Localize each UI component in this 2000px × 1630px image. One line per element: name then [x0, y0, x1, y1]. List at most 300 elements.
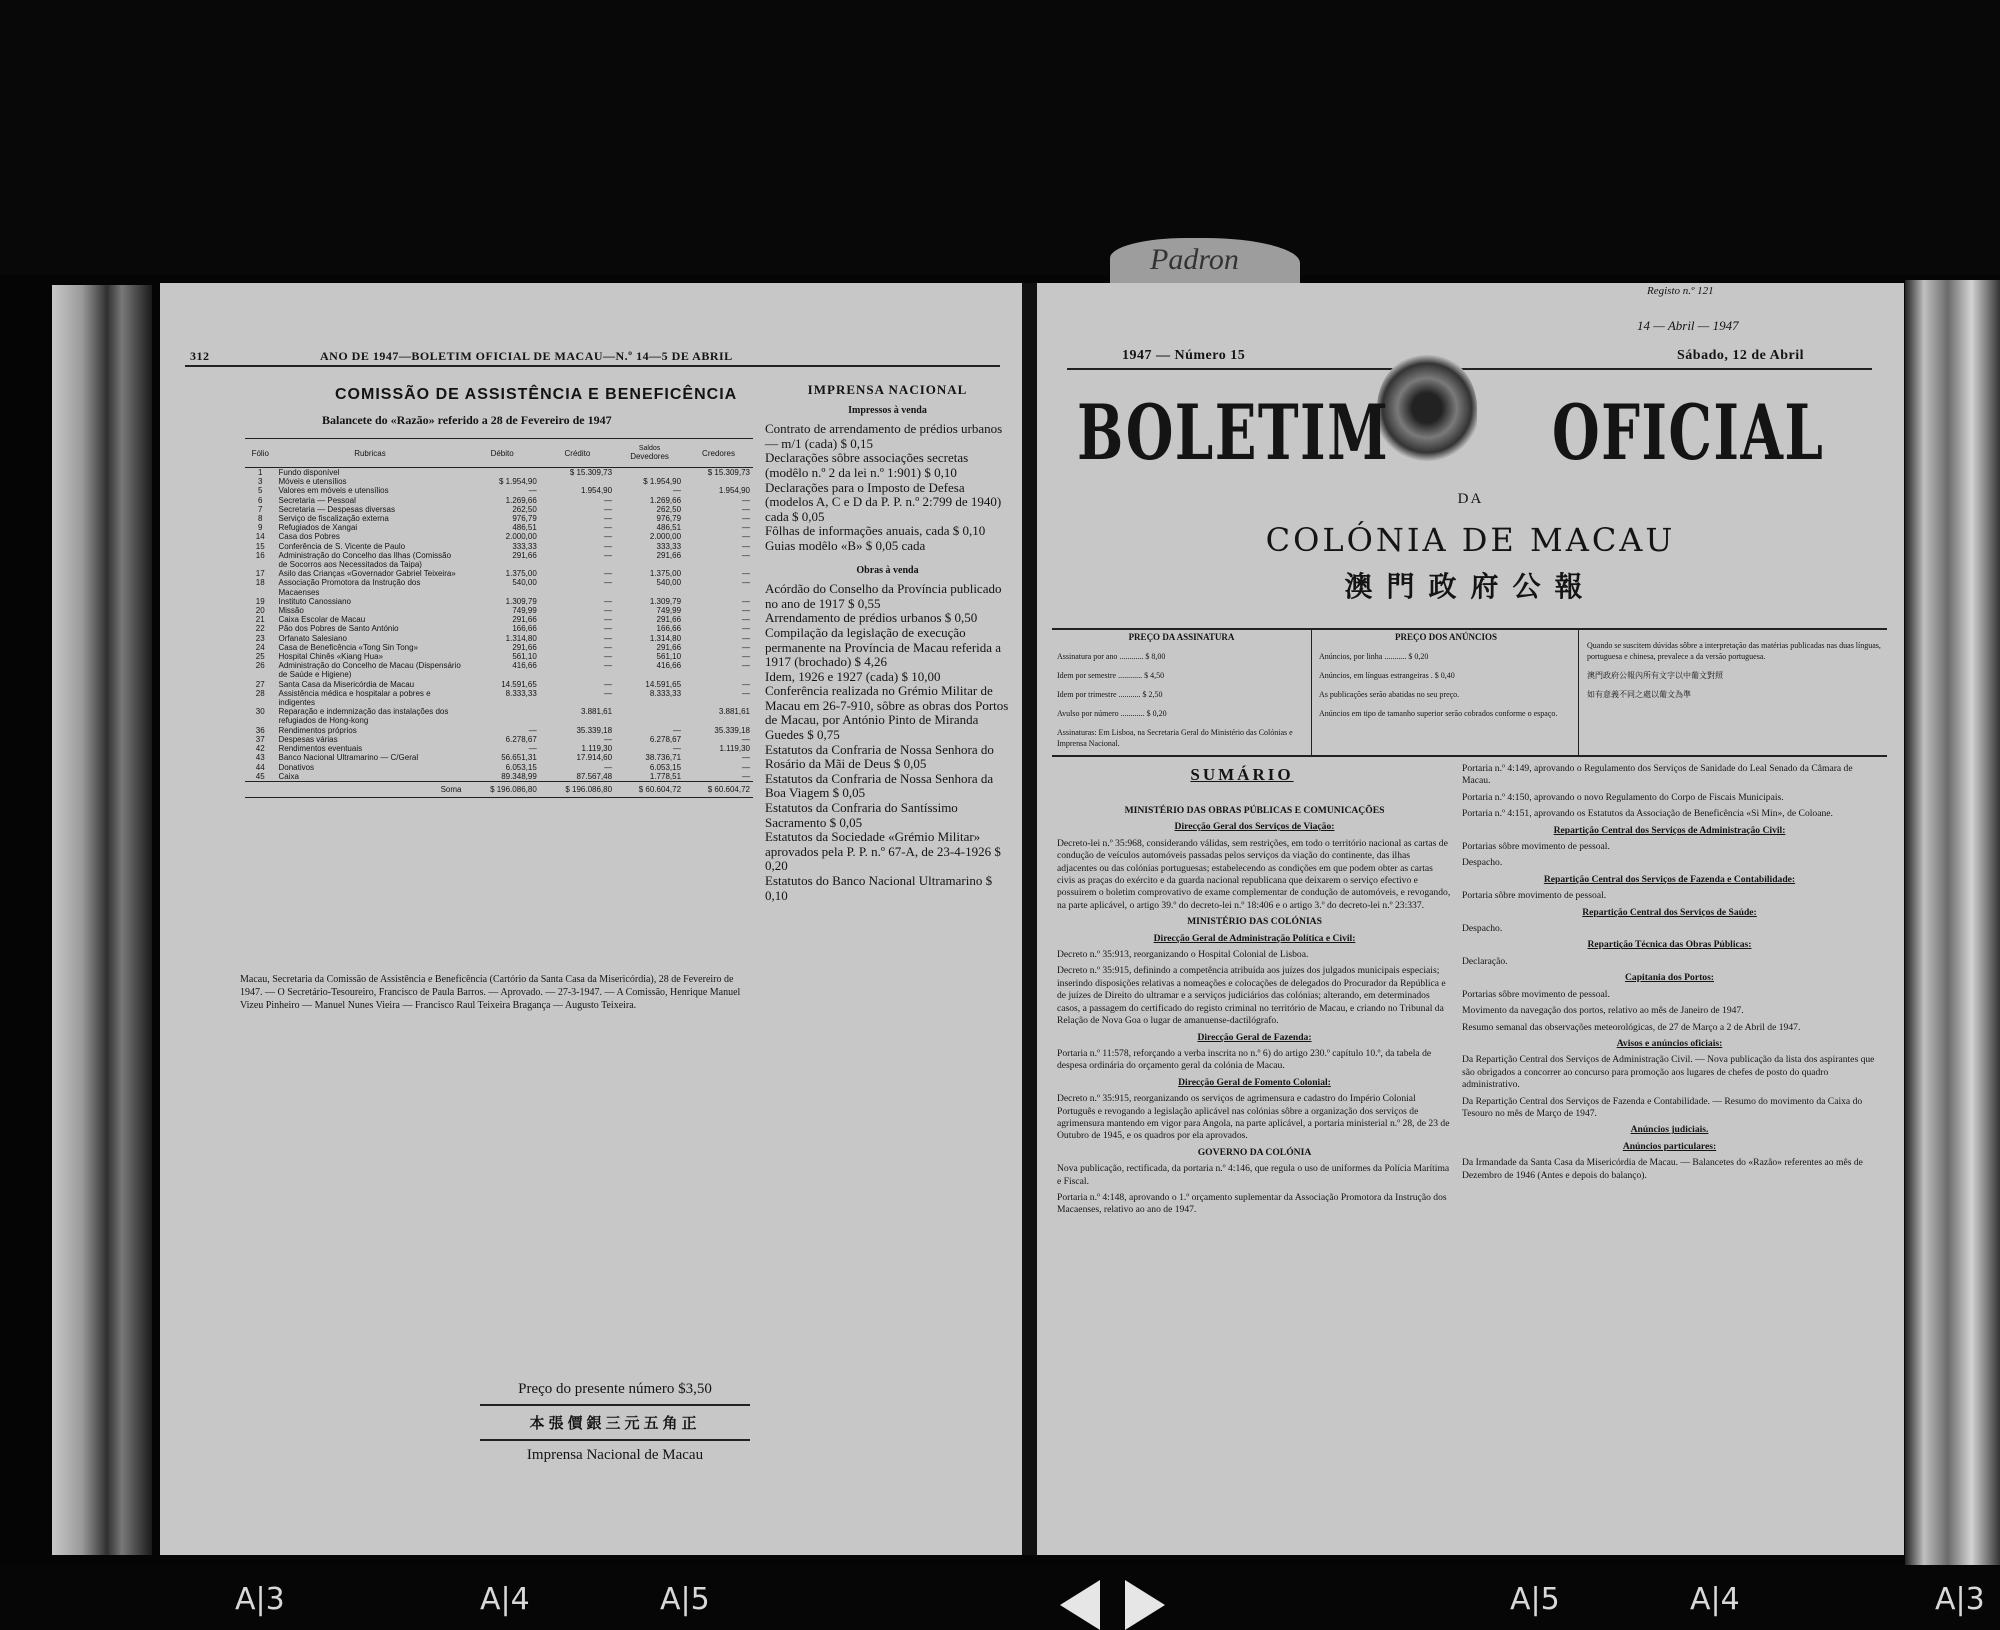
sumario-entry: Declaração.: [1462, 955, 1508, 967]
left-page: [160, 283, 1026, 1555]
sumario-heading-item: GOVERNO DA COLÓNIA: [1197, 1146, 1312, 1158]
table-cell: $ 15.309,73: [707, 468, 750, 477]
table-cell: 35.339,18: [714, 725, 750, 735]
table-cell: —: [604, 578, 613, 588]
table-cell: Pão dos Pobres de Santo António: [278, 624, 399, 634]
table-cell: 9: [258, 523, 263, 533]
table-cell: 1.778,51: [649, 771, 682, 781]
table-cell: —: [742, 550, 750, 560]
table-cell: —: [742, 771, 750, 781]
table-cell: 1.119,30: [719, 744, 750, 754]
price-rule-2: [480, 1439, 750, 1441]
sumario-entry: Da Repartição Central dos Serviços de Fazenda e Contabilidade. — Resumo do movimento da Caixa do Tesouro no mês de Março de 1947.: [1462, 1095, 1863, 1119]
table-cell: Missão: [278, 606, 304, 616]
table-cell: Associação Promotora da Instrução dos Macaenses: [278, 578, 421, 597]
list-item: Contrato de arrendamento de prédios urbanos — m/1 (cada) $ 0,15: [765, 421, 1003, 451]
printer-name: Imprensa Nacional de Macau: [526, 1447, 704, 1463]
table-cell: —: [742, 762, 750, 772]
table-cell: 262,50: [656, 504, 682, 514]
table-cell: 21: [255, 615, 265, 625]
table-cell: 22: [255, 624, 265, 634]
table-cell: 56.651,31: [501, 753, 537, 763]
table-cell: —: [604, 615, 613, 625]
assinatura-lines: [1057, 651, 1306, 749]
table-cell: —: [742, 624, 750, 634]
table-cell: 45: [255, 771, 265, 781]
film-mark: A|5: [660, 1582, 710, 1617]
table-row: [245, 772, 753, 782]
header-rule-right: [1067, 368, 1872, 370]
table-cell: Secretaria — Despesas diversas: [278, 504, 395, 514]
table-cell: 17.914,60: [576, 753, 613, 763]
list-item: Assinatura por ano ............ $ 8,00: [1057, 652, 1166, 661]
sumario-entry: Portaria n.º 4:150, aprovando o novo Regulamento do Corpo de Fiscais Municipais.: [1462, 791, 1784, 803]
table-cell: —: [604, 734, 613, 744]
table-cell: 1.314,80: [649, 633, 682, 643]
table-cell: 1.954,90: [580, 486, 613, 496]
table-row: [245, 532, 753, 541]
table-cell: [684, 477, 753, 486]
sumario-heading-item: MINISTÉRIO DAS COLÓNIAS: [1187, 916, 1322, 928]
col-credores: Credores: [684, 439, 753, 468]
table-cell: 1.269,66: [649, 495, 682, 505]
table-cell: 38.736,71: [645, 753, 682, 763]
sumario-entry: Despacho.: [1462, 857, 1503, 869]
table-cell: 44: [255, 762, 265, 772]
list-item: Fôlhas de informações anuais, cada $ 0,10: [765, 523, 986, 539]
table-cell: 749,99: [656, 606, 682, 616]
table-cell: Móveis e utensílios: [278, 477, 347, 487]
sumario-entry: Decreto n.º 35:915, definindo a competência atribuída aos juízes dos julgados municipais especiais; inserindo disposições relativas a nomeações e colocações de delegados do Procurador da República e de juízes de Direito do ultramar e a serviços judiciários das colónias; alterando, em determinados casos, a passagem do certificado do registo criminal no território de Macau, e criando no Tribunal da Relação de Nova Goa o lugar de amanuense-dactilógrafo.: [1057, 965, 1446, 1027]
table-cell: 1: [258, 468, 263, 477]
table-cell: Hospital Chinês «Kiang Hua»: [278, 652, 383, 662]
sumario-heading-item: Direcção Geral de Fomento Colonial:: [1178, 1076, 1331, 1088]
table-row: [245, 624, 753, 633]
table-cell: 291,66: [512, 615, 537, 625]
table-cell: 35.339,18: [576, 725, 613, 735]
table-cell: —: [742, 596, 750, 606]
table-cell: Casa de Beneficência «Tong Sin Tong»: [278, 642, 418, 652]
coat-of-arms-icon: [1377, 353, 1477, 463]
table-cell: Administração do Concelho de Macau (Dispensário de Saúde e Higiene): [278, 661, 461, 680]
table-cell: 291,66: [656, 642, 682, 652]
col-rubricas: Rubricas: [275, 439, 464, 468]
table-row: [245, 597, 753, 606]
table-cell: 291,66: [512, 642, 537, 652]
table-cell: —: [528, 744, 537, 754]
table-cell: —: [604, 624, 613, 634]
table-cell: 1.314,80: [505, 633, 537, 643]
table-cell: 166,66: [656, 624, 682, 634]
table-row: [245, 744, 753, 753]
sumario-entry: Decreto-lei n.º 35:968, considerando válidas, sem restrições, em todo o território nacional as cartas de condução de veículos automóveis passadas pelos serviços da viação do continente, das ilhas adjacentes ou das colónias portuguesas; estabelecendo as condições em que podem obter as cartas civis as praças do exército e da guarda nacional republicana que deixarem o serviço efectivo e possuirem o boletim comprovativo de exame complementar de condução de automóveis, e revogando, na parte aplicável, o artigo 39.º do decreto-lei n.º 18:406 e o artigo 3.º do decreto-lei n.º 23:337.: [1057, 837, 1451, 911]
sumario-entry: Movimento da navegação dos portos, relativo ao mês de Janeiro de 1947.: [1462, 1005, 1744, 1017]
table-cell: 14.591,65: [645, 679, 682, 689]
list-item: Estatutos da Confraria de Nossa Senhora do Rosário da Mãi de Deus $ 0,05: [765, 741, 994, 772]
list-item: 如有意義不同之處以葡文為準: [1587, 690, 1691, 699]
table-cell: 486,51: [512, 523, 537, 533]
list-item: Idem por trimestre ........... $ 2,50: [1057, 690, 1163, 699]
anuncios-lines: [1319, 651, 1573, 719]
table-cell: Banco Nacional Ultramarino — C/Geral: [278, 753, 419, 763]
table-cell: —: [742, 688, 750, 698]
table-cell: —: [604, 569, 613, 579]
list-item: Estatutos do Banco Nacional Ultramarino $ 0,10: [765, 873, 993, 903]
table-cell: —: [742, 661, 750, 671]
table-cell: —: [604, 514, 613, 524]
table-cell: [540, 477, 615, 486]
balance-table: [245, 438, 753, 798]
table-cell: 1.309,79: [649, 596, 682, 606]
table-cell: 20: [255, 606, 265, 616]
header-rule: [185, 365, 1000, 367]
masthead-oficial: OFICIAL: [1552, 388, 1825, 477]
table-cell: 28: [255, 688, 265, 698]
page-number: 312: [190, 349, 210, 363]
table-cell: Rendimentos eventuais: [278, 744, 363, 754]
issue-number: 1947 — Número 15: [1122, 348, 1246, 363]
table-cell: 561,10: [512, 652, 537, 662]
table-cell: 333,33: [656, 541, 682, 551]
table-cell: 14: [255, 532, 265, 542]
table-cell: 166,66: [512, 624, 537, 634]
language-notice-lines: [1587, 640, 1882, 700]
film-mark: A|4: [1690, 1582, 1740, 1617]
sumario-heading-item: Repartição Central dos Serviços de Fazenda e Contabilidade:: [1543, 873, 1796, 885]
price-chinese: 本張價銀三元五角正: [529, 1414, 701, 1432]
table-cell: Valores em móveis e utensílios: [278, 486, 389, 496]
list-item: 澳門政府公報內所有文字以中葡文對照: [1587, 671, 1723, 680]
sumario-entry: Decreto n.º 35:915, reorganizando os serviços de agrimensura e cadastro do Império Colonial Português e revogando a legislação aplicável nas colónias sôbre a organização dos serviços de agrimensura mantendo em vigor para Angola, na parte aplicável, a portaria ministerial n.º 28, de 23 de Outubro de 1945, e os quadros por ela aprovados.: [1057, 1093, 1450, 1142]
table-cell: 333,33: [512, 541, 537, 551]
masthead-chinese: 澳門政府公報: [1344, 570, 1597, 603]
table-cell: 291,66: [512, 550, 537, 560]
table-cell: —: [742, 504, 750, 514]
table-cell: 1.375,00: [505, 569, 537, 579]
table-cell: 2.000,00: [649, 532, 682, 542]
sumario-entry: Portaria n.º 4:151, aprovando os Estatutos da Associação de Beneficência «Si Min», de Coloane.: [1462, 808, 1833, 820]
comissao-title: COMISSÃO DE ASSISTÊNCIA E BENEFICÊNCIA: [335, 386, 738, 403]
table-cell: Caixa Escolar de Macau: [278, 615, 366, 625]
table-cell: Casa dos Pobres: [278, 532, 340, 542]
table-row: [245, 763, 753, 772]
sumario-heading-item: MINISTÉRIO DAS OBRAS PÚBLICAS E COMUNICAÇÕES: [1124, 805, 1385, 816]
total-cell: $ 196.086,80: [464, 781, 539, 797]
table-cell: [464, 468, 539, 478]
table-row: [245, 496, 753, 505]
table-cell: Fundo disponível: [278, 468, 340, 477]
table-row: [245, 569, 753, 578]
imprensa-title: IMPRENSA NACIONAL: [807, 382, 968, 397]
table-cell: 3.881,61: [718, 707, 750, 717]
table-cell: —: [528, 486, 537, 496]
table-cell: 416,66: [512, 661, 537, 671]
sumario-heading-item: Direcção Geral de Administração Política e Civil:: [1153, 932, 1356, 944]
table-cell: 561,10: [656, 652, 682, 662]
table-cell: —: [604, 606, 613, 616]
table-cell: 18: [255, 578, 265, 588]
handwritten-date: 14 — Abril — 1947: [1637, 318, 1739, 333]
list-item: Guias modêlo «B» $ 0,05 cada: [765, 537, 926, 553]
table-cell: 8.333,33: [649, 688, 682, 698]
arrow-right-icon: [1125, 1580, 1165, 1630]
table-row: [245, 643, 753, 652]
table-cell: 540,00: [656, 578, 682, 588]
table-cell: 6.053,15: [505, 762, 537, 772]
table-row: [245, 477, 753, 486]
table-cell: 8: [258, 514, 263, 524]
table-cell: —: [604, 550, 613, 560]
list-item: Avulso por número ............ $ 0,20: [1057, 709, 1167, 718]
table-cell: 291,66: [656, 550, 682, 560]
table-cell: 976,79: [656, 514, 682, 524]
sumario-entry: Da Irmandade da Santa Casa da Misericórdia de Macau. — Balancetes do «Razão» referentes ao mês de Dezembro de 1946 (Antes e depois do balanço).: [1462, 1157, 1863, 1181]
obras-heading: Obras à venda: [856, 564, 919, 576]
table-cell: 5: [258, 486, 263, 496]
sumario-entry: Decreto n.º 35:913, reorganizando o Hospital Colonial de Lisboa.: [1057, 949, 1309, 961]
table-cell: —: [742, 679, 750, 689]
list-item: Idem, 1926 e 1927 (cada) $ 10,00: [765, 668, 941, 684]
list-item: Conferência realizada no Grémio Militar de Macau em 26-7-910, sôbre as obras dos Portos de Macau, por António Pinto de Miranda Guedes $ 0,75: [765, 683, 1009, 743]
table-cell: [245, 781, 275, 797]
list-item: Anúncios em tipo de tamanho superior serão cobrados conforme o espaço.: [1319, 709, 1558, 718]
table-cell: —: [604, 541, 613, 551]
sumario-heading-item: Anúncios particulares:: [1622, 1140, 1717, 1152]
list-item: Arrendamento de prédios urbanos $ 0,50: [765, 610, 978, 626]
table-cell: —: [604, 679, 613, 689]
table-cell: —: [742, 753, 750, 763]
table-cell: 1.309,79: [505, 596, 537, 606]
table-row: [245, 542, 753, 551]
table-cell: 3: [258, 477, 263, 487]
table-cell: 1.375,00: [649, 569, 682, 579]
right-page: [1037, 283, 1904, 1555]
issue-date: Sábado, 12 de Abril: [1677, 348, 1804, 363]
sumario-entry: Portaria n.º 11:578, reforçando a verba inscrita no n.º 6) do artigo 230.º capítulo 10.º, da tabela de despesa ordinária do orçamento geral da colónia de Macau.: [1057, 1047, 1432, 1072]
table-cell: 23: [255, 633, 265, 643]
anuncios-box: [1314, 630, 1579, 755]
table-row: [245, 505, 753, 514]
total-cell: Soma: [275, 781, 464, 797]
table-cell: 6.053,15: [649, 762, 682, 772]
table-row: [245, 707, 753, 725]
table-cell: 1.954,90: [718, 486, 750, 496]
table-cell: 25: [255, 652, 265, 662]
table-cell: 6: [258, 495, 263, 505]
table-cell: Santa Casa da Misericórdia de Macau: [278, 679, 415, 689]
running-header: ANO DE 1947—BOLETIM OFICIAL DE MACAU—N.º 14—5 DE ABRIL: [320, 349, 733, 363]
table-cell: 16: [255, 550, 265, 560]
balancete-subtitle: Balancete do «Razão» referido a 28 de Fevereiro de 1947: [322, 413, 612, 427]
table-cell: [464, 707, 539, 725]
sumario-heading-item: Direcção Geral de Fazenda:: [1197, 1031, 1312, 1043]
price-rule: [480, 1404, 750, 1406]
table-cell: 749,99: [512, 606, 537, 616]
list-item: Acórdão do Conselho da Província publicado no ano de 1917 $ 0,55: [765, 581, 1002, 611]
table-cell: Caixa: [278, 771, 299, 781]
table-cell: 3.881,61: [580, 707, 613, 717]
col-credito: Crédito: [540, 439, 615, 468]
table-cell: —: [742, 633, 750, 643]
table-cell: —: [604, 504, 613, 514]
table-cell: —: [742, 532, 750, 542]
sumario-entry: Portaria n.º 4:149, aprovando o Regulamento dos Serviços de Sanidade do Leal Senado da Câmara de Macau.: [1462, 763, 1853, 787]
table-cell: $ 1.954,90: [498, 477, 537, 487]
col-debito: Débito: [464, 439, 539, 468]
list-item: Estatutos da Confraria de Nossa Senhora da Boa Viagem $ 0,05: [765, 770, 994, 801]
table-cell: 19: [255, 596, 265, 606]
sumario-heading-item: Repartição Técnica das Obras Públicas:: [1587, 939, 1752, 951]
table-row: [245, 680, 753, 689]
film-mark: A|5: [1510, 1582, 1560, 1617]
table-row: [245, 753, 753, 762]
table-cell: —: [742, 615, 750, 625]
table-row: [245, 514, 753, 523]
stamp-fragment: [1110, 238, 1300, 288]
table-cell: —: [742, 541, 750, 551]
table-cell: —: [673, 486, 682, 496]
table-row: [245, 615, 753, 624]
film-mark: A|3: [1935, 1582, 1985, 1617]
table-cell: —: [528, 725, 537, 735]
table-row: [245, 735, 753, 744]
sumario-left-column: [1057, 805, 1452, 1221]
list-item: Compilação da legislação de execução permanente na Província de Macau referida a 1917 (brochado) $ 4,26: [765, 624, 1002, 670]
arrow-left-icon: [1060, 1580, 1100, 1630]
table-cell: Despesas várias: [278, 734, 338, 744]
stamp-text: Padron: [1150, 243, 1239, 276]
table-cell: 30: [255, 707, 265, 717]
list-item: Estatutos da Confraria do Santíssimo Sacramento $ 0,05: [765, 800, 958, 830]
table-cell: Instituto Canossiano: [278, 596, 351, 606]
table-cell: —: [604, 652, 613, 662]
table-cell: —: [604, 688, 613, 698]
table-cell: 24: [255, 642, 265, 652]
language-notice-box: [1582, 630, 1887, 755]
table-cell: —: [604, 661, 613, 671]
sumario-entry: Portaria n.º 4:148, aprovando o 1.º orçamento suplementar da Associação Promotora da Instrução dos Macaenses, relativo ao ano de 1947.: [1057, 1191, 1447, 1216]
table-row: [245, 486, 753, 495]
list-item: Anúncios, em línguas estrangeiras . $ 0,40: [1319, 671, 1455, 680]
table-cell: Orfanato Salesiano: [278, 633, 347, 643]
table-cell: —: [742, 495, 750, 505]
table-total-row: [245, 781, 753, 797]
handwritten-registo: Registo n.º 121: [1647, 285, 1714, 297]
list-item: Quando se suscitem dúvidas sôbre a interpretação das matérias publicadas nas duas línguas, portuguesa e chinesa, prevalece a da versão portuguesa.: [1587, 641, 1881, 661]
list-item: Assinaturas: Em Lisboa, na Secretaria Geral do Ministério das Colónias e Imprensa Nacional.: [1057, 728, 1293, 748]
sumario-entry: Portaria sôbre movimento de pessoal.: [1462, 890, 1607, 902]
sumario-entry: Nova publicação, rectificada, da portaria n.º 4:146, que regula o uso de uniformes da Polícia Marítima e Fiscal.: [1057, 1163, 1450, 1187]
table-cell: 540,00: [512, 578, 537, 588]
info-boxes: [1052, 628, 1887, 757]
table-cell: 1.269,66: [505, 495, 537, 505]
table-cell: 17: [255, 569, 265, 579]
sumario-entry: Portarias sôbre movimento de pessoal.: [1462, 841, 1610, 853]
sumario-entry: Resumo semanal das observações meteorológicas, de 27 de Março a 2 de Abril de 1947.: [1462, 1021, 1801, 1033]
table-cell: 416,66: [656, 661, 682, 671]
masthead-boletim: BOLETIM: [1077, 388, 1390, 477]
table-row: [245, 523, 753, 532]
table-cell: Asilo das Crianças «Governador Gabriel Teixeira»: [278, 569, 456, 579]
table-cell: 1.119,30: [581, 744, 613, 754]
table-cell: —: [604, 633, 613, 643]
obras-list: [765, 582, 1010, 903]
table-cell: 6.278,67: [505, 734, 537, 744]
table-cell: $ 1.954,90: [643, 477, 682, 487]
table-cell: —: [604, 596, 613, 606]
table-cell: Assistência médica e hospitalar a pobres e indigentes: [278, 688, 431, 708]
table-cell: 2.000,00: [505, 532, 537, 542]
total-cell: $ 60.604,72: [615, 781, 684, 797]
table-cell: Refugiados de Xangai: [278, 523, 358, 533]
table-row: [245, 652, 753, 661]
table-row: [245, 578, 753, 596]
sumario-heading-item: Anúncios judiciais.: [1630, 1124, 1709, 1136]
table-cell: 42: [255, 744, 265, 754]
film-border-top: [0, 0, 2000, 275]
list-item: Estatutos da Sociedade «Grémio Militar» aprovados pela P. P. n.º 67-A, de 23-4-1926 $ 0,20: [765, 829, 1001, 874]
table-cell: —: [742, 569, 750, 579]
list-item: Declarações para o Imposto de Defesa (modelos A, C e D da P. P. n.º 2:799 de 1940) cada $ 0,05: [765, 479, 1002, 524]
table-cell: 27: [255, 679, 265, 689]
imprensa-nacional: [765, 383, 1010, 903]
sumario-heading-item: Direcção Geral dos Serviços de Viação:: [1174, 821, 1335, 833]
table-cell: [615, 707, 684, 725]
table-cell: 8.333,33: [505, 688, 537, 698]
table-cell: 87.567,48: [576, 771, 613, 781]
sumario-heading: SUMÁRIO: [1190, 765, 1294, 784]
sumario-heading-item: Repartição Central dos Serviços de Saúde:: [1582, 906, 1757, 918]
table-cell: —: [742, 652, 750, 662]
impressos-heading: Impressos à venda: [848, 404, 927, 416]
table-cell: —: [673, 744, 682, 754]
table-cell: Administração do Concelho das Ilhas (Comissão de Socorros aos Necessitados da Taipa): [278, 550, 452, 570]
sumario-entry: Da Repartição Central dos Serviços de Administração Civil. — Nova publicação da lista dos aspirantes que são obrigados a concorrer ao concurso para promoção aos lugares de chefes de posto do quadro administrativo.: [1462, 1054, 1875, 1091]
col-devedores-label: Devedores: [630, 452, 669, 461]
sumario-heading-item: Capitania dos Portos:: [1624, 972, 1714, 984]
table-cell: 486,51: [656, 523, 682, 533]
table-cell: 15: [255, 541, 265, 551]
table-cell: —: [604, 495, 613, 505]
table-cell: Secretaria — Pessoal: [278, 495, 356, 505]
table-cell: 43: [255, 753, 265, 763]
table-cell: Reparação e indemnização das instalações dos refugiados de Hong-kong: [278, 707, 449, 726]
col-saldos: Saldos: [638, 445, 661, 452]
list-item: Anúncios, por linha ........... $ 0,20: [1319, 652, 1429, 661]
table-row: [245, 606, 753, 615]
table-cell: —: [604, 762, 613, 772]
list-item: As publicações serão abatidas no seu preço.: [1319, 690, 1460, 699]
list-item: Idem por semestre ............ $ 4,50: [1057, 671, 1165, 680]
total-cell: $ 60.604,72: [684, 781, 753, 797]
table-cell: Conferência de S. Vicente de Paulo: [278, 541, 406, 551]
masthead-colonia: COLÓNIA DE MACAU: [1265, 521, 1676, 559]
table-row: [245, 726, 753, 735]
table-cell: 6.278,67: [649, 734, 682, 744]
sumario-entry: Portarias sôbre movimento de pessoal.: [1462, 988, 1610, 1000]
table-cell: —: [604, 523, 613, 533]
book-edge-left: [52, 285, 152, 1555]
sumario-heading-item: Avisos e anúncios oficiais:: [1616, 1037, 1723, 1049]
sumario-heading-item: Repartição Central dos Serviços de Administração Civil:: [1553, 824, 1786, 836]
approval-note: Macau, Secretaria da Comissão de Assistência e Beneficência (Cartório da Santa Casa da Misericórdia), 28 de Fevereiro de 1947. — O Secretário-Tesoureiro, Francisco de Paula Barros. — Aprovado. — 27-3-1947. — A Comissão, Henrique Manuel Vizeu Pinheiro — Manuel Nunes Vieira — Francisco Raul Teixeira Bragança — Augusto Teixeira.: [240, 974, 741, 1011]
table-cell: 976,79: [512, 514, 537, 524]
table-row: [245, 661, 753, 679]
table-cell: —: [742, 642, 750, 652]
table-row: [245, 468, 753, 478]
sumario-right-column: [1462, 763, 1877, 1186]
total-cell: $ 196.086,80: [540, 781, 615, 797]
